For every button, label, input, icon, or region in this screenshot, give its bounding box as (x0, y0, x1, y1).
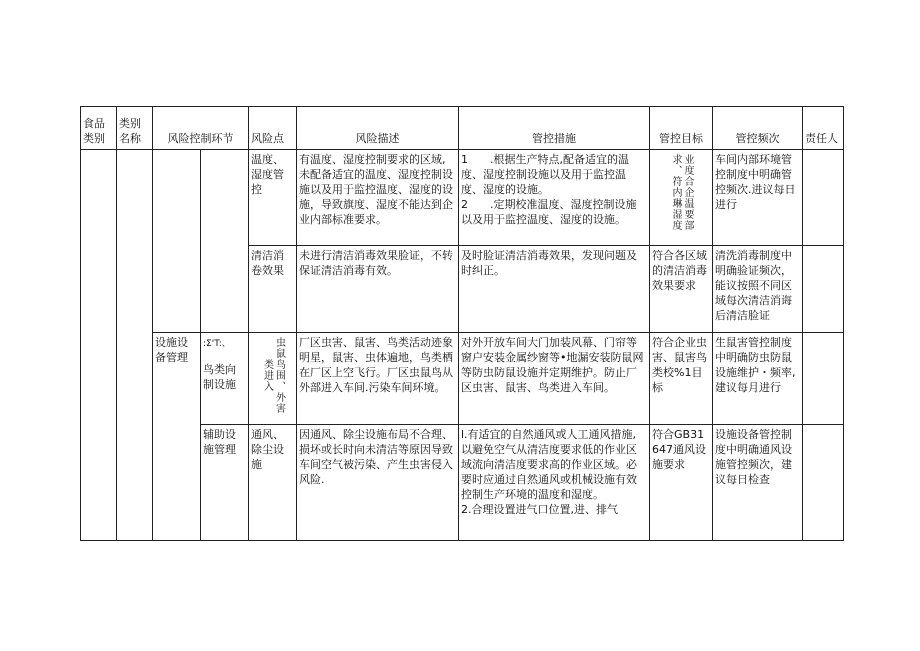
risk-point-temperature: 温度、湿度管控 (249, 150, 297, 246)
table-row (81, 150, 844, 246)
food-category-cell (81, 150, 117, 541)
responsible-cell (803, 246, 844, 333)
risk-description-ventilation: 因通风、除尘设施布局不合理、损坏或长时向未清洁等原因导致车间空气被污染、产生虫害侵入风险. (297, 425, 459, 541)
control-measures-temperature (459, 150, 650, 246)
risk-point-pest (249, 333, 297, 425)
control-frequency-cleaning: 清洗消毒制度中明确验证频次，能议按照不同区域每次清洁消诲后清洁脸证 (713, 246, 803, 333)
control-target-pest: 符合企业虫害、鼠害鸟类校%1目标 (650, 333, 713, 425)
risk-control-table (80, 106, 844, 541)
risk-description-cleaning: 未进行清洁消毒效果脸证，不转保证清洁消毒有效。 (297, 246, 459, 333)
measure-item-1: l.有适宜的自然通风或人工通风措施,以避免空气从清洁度要求低的作业区域流向清洁度要求高的作业区域。必要时应通过自然通风或机械设施有效控制生产环境的温度和湿度。 (461, 428, 637, 501)
header-control-link: 风险控制环节 (153, 107, 249, 150)
responsible-cell (803, 425, 844, 541)
header-responsible: 责任人 (803, 107, 844, 150)
control-target-cleaning: 符合各区域的清洁消毒效果要求 (650, 246, 713, 333)
measure-item-1: 1 .根据生产特点,配备适宜的温度、湿度控制设施以及用于监控温度、湿度的设施。 (461, 153, 629, 196)
measure-item-2: 2 .定期校准温度、湿度控制设施以及用于监控温度、湿度的设施。 (461, 198, 637, 226)
responsible-cell (803, 150, 844, 246)
control-measures-pest: 对外开放车间大门加装风幕、门帘等窗户安装金属纱窗等•地漏安装防鼠网等防虫防鼠设施并定期维护。防止厂区虫害、鼠害、鸟类进入车间。 (459, 333, 650, 425)
risk-point-vertical-text: 虫鼠鸟围、外害类进入 (261, 336, 285, 414)
control-frequency-ventilation: 设施设备管控制度中明确通风设施管控频次，建议每日检查 (713, 425, 803, 541)
control-target-ventilation: 符合GB31647通风设施要求 (650, 425, 713, 541)
category-cell-upper (153, 150, 201, 333)
control-link-pest-facility (201, 333, 249, 425)
header-food-category: 食品类别 (81, 107, 117, 150)
responsible-cell (803, 333, 844, 425)
header-control-frequency: 管控频次 (713, 107, 803, 150)
target-vertical-text: 业度合企温要部求、符内琳湿度 (670, 153, 693, 231)
control-target-temperature (650, 150, 713, 246)
header-control-measures: 管控措施 (459, 107, 650, 150)
category-name-cell (117, 150, 153, 541)
control-frequency-pest: 生鼠害管控制度中明确防虫防鼠设施维护・频率,建议每月进行 (713, 333, 803, 425)
control-measures-ventilation (459, 425, 650, 541)
measure-item-2: 2.合理设置进气口位置,进、排气 (461, 503, 618, 516)
link-label: 鸟类向制设施 (203, 363, 236, 391)
control-link-cell-upper (201, 150, 249, 333)
header-category-name: 类别名称 (117, 107, 153, 150)
table-row (81, 333, 844, 425)
header-risk-description: 风险描述 (297, 107, 459, 150)
control-measures-cleaning: 及时脸证清洁消毒效果，发现问题及时纠正。 (459, 246, 650, 333)
category-facility-management: 设施设备管理 (153, 333, 201, 541)
link-mark: :Σ'T:、 (203, 339, 231, 349)
header-control-target: 管控目标 (650, 107, 713, 150)
risk-description-pest: 厂区虫害、鼠害、鸟类活动迹象明星，鼠害、虫体遍地，鸟类栖在厂区上空飞行。厂区虫鼠鸟从外部进入车间.污染车间环境。 (297, 333, 459, 425)
control-link-auxiliary: 辅助设施管理 (201, 425, 249, 541)
control-frequency-temperature: 车间内部环境管控制度中明确管控频次.进议每日进行 (713, 150, 803, 246)
risk-point-ventilation: 通风、除尘设施 (249, 425, 297, 541)
risk-description-temperature: 有温度、湿度控制要求的区域,未配备适宜的温度、湿度控制设施以及用于监控温度、湿度的设施，导致旗度、湿度不能达到企业内部标准要求。 (297, 150, 459, 246)
header-risk-point: 风险点 (249, 107, 297, 150)
header-row (81, 107, 844, 150)
risk-point-cleaning: 清洁消卷效果 (249, 246, 297, 333)
